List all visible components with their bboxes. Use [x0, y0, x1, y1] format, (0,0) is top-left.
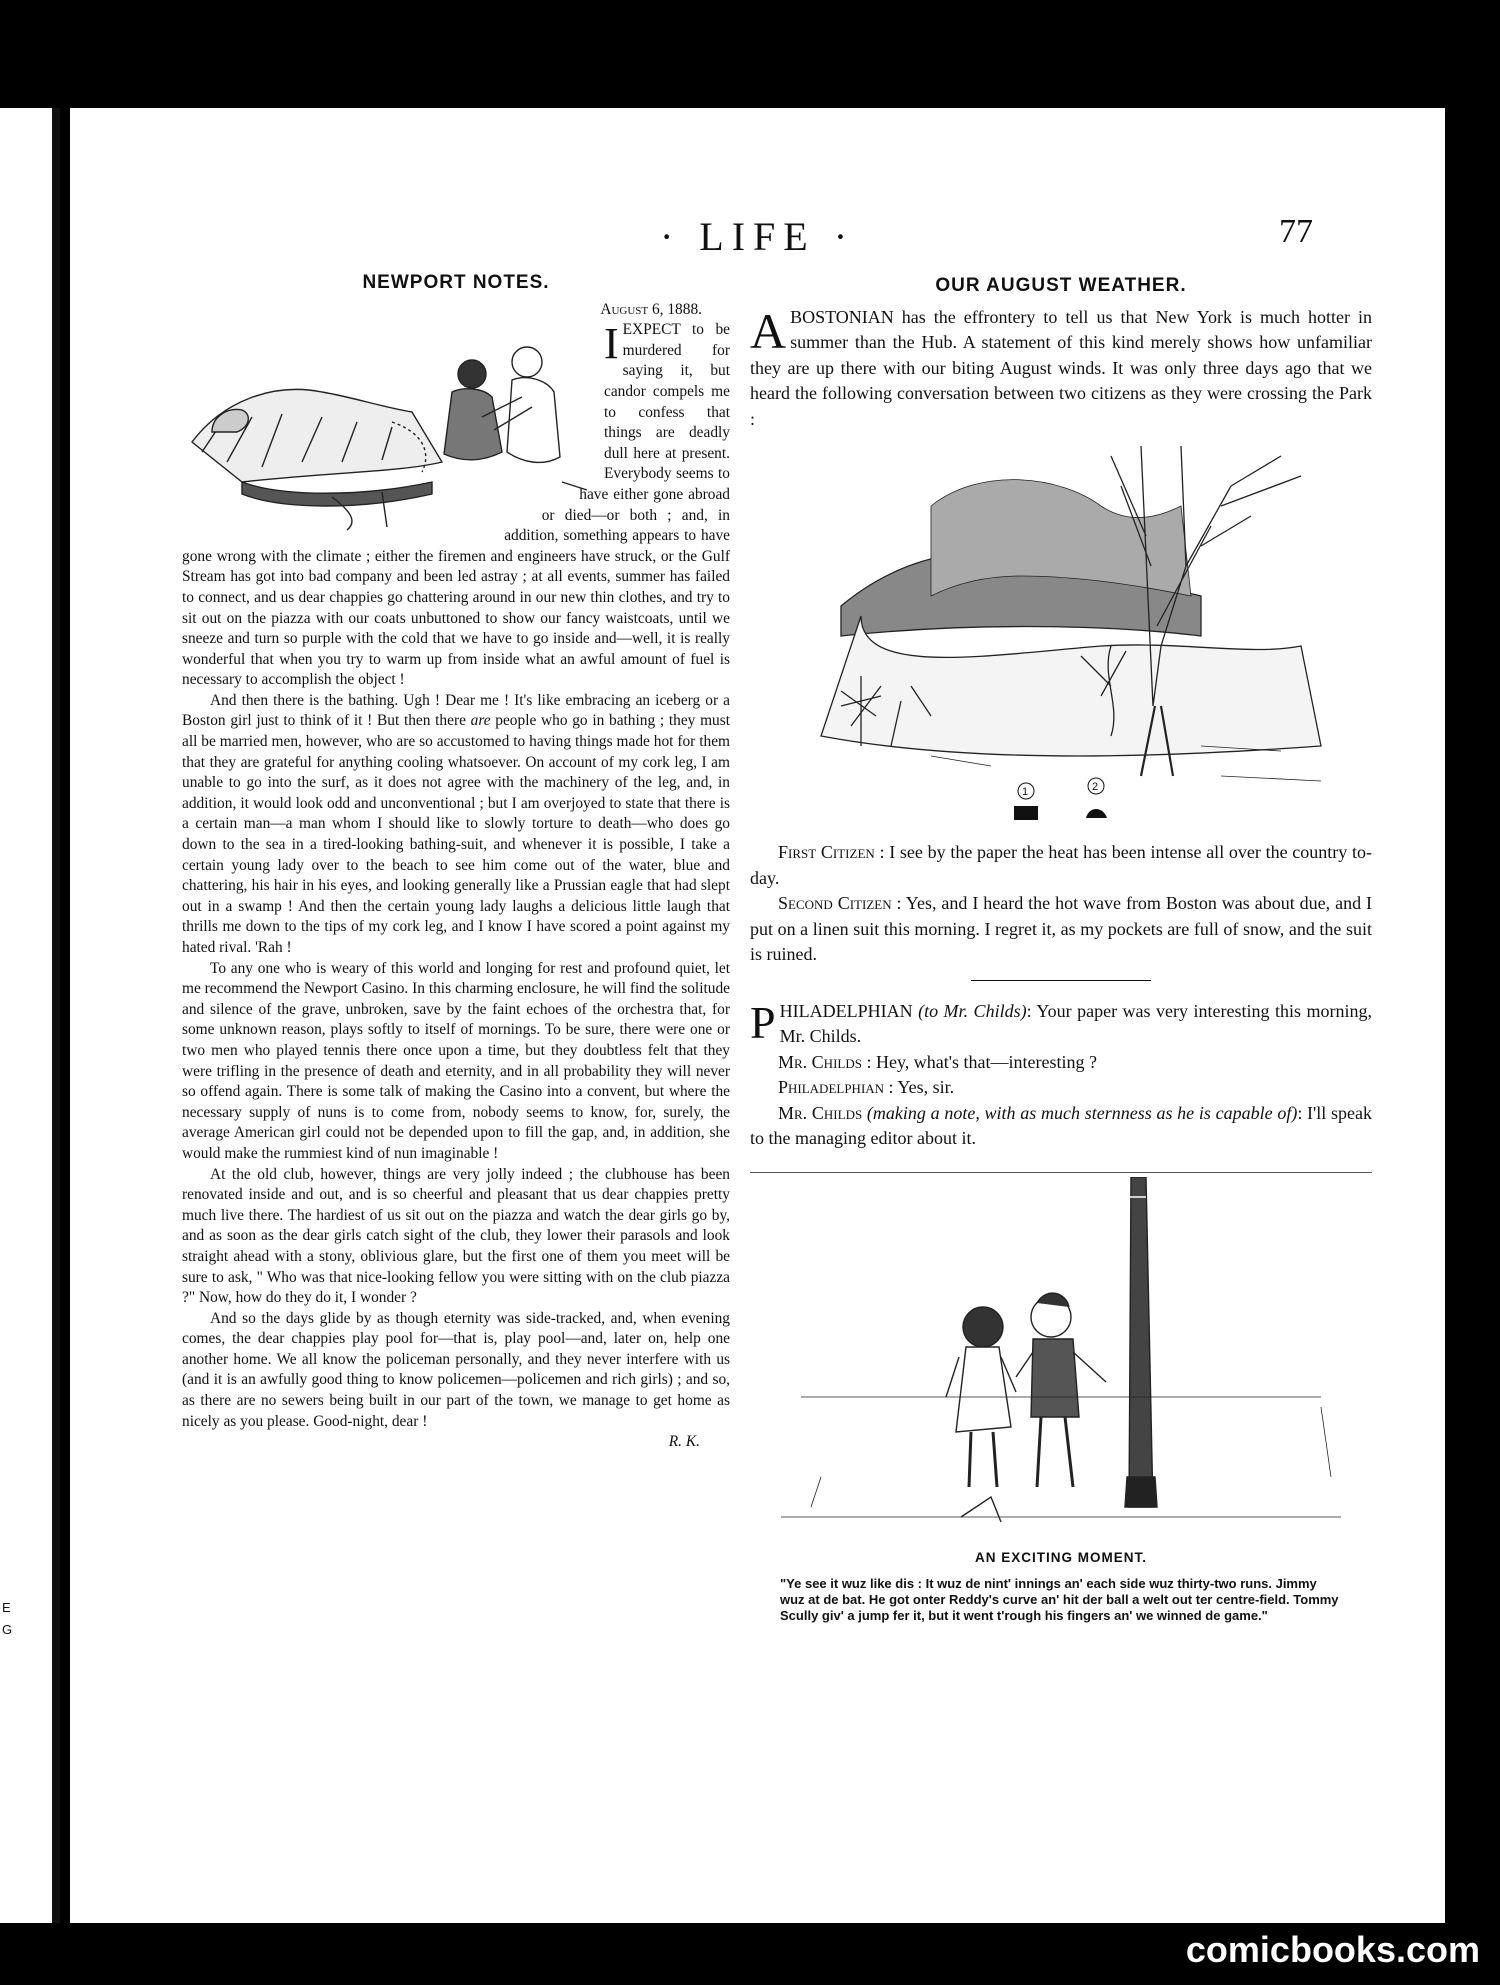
speaker-label: Second Citizen : — [778, 893, 902, 913]
paragraph — [182, 691, 730, 959]
speaker-label: Philadelphian : — [778, 1077, 894, 1097]
philadelphian-joke — [750, 996, 1372, 1050]
children-baseball-cartoon — [761, 1177, 1361, 1537]
facing-page-fragment: G — [2, 1622, 13, 1637]
paragraph: To any one who is weary of this world and longing for rest and profound quiet, let me recommend the Newport Casino. In this charming enclosure, he will find the solitude and silence of the grave, unbroken, save by the faint echoes of the orchestra that, for some unknown reason, plays softly to itself of mornings. To be sure, there were one or two men who played tennis there once upon a time, but they doubtless felt that they were trifling in the presence of death and eternity, and in all probability they will never so offend again. There is some talk of making the Casino into a convent, but where the necessary supply of nuns is to come from, nobody seems to know, for, surely, the average American girl could not be depended upon to fill the gap, and, in addition, she would make the rummiest kind of nun imaginable ! — [182, 959, 730, 1162]
article-headline: NEWPORT NOTES. — [362, 272, 550, 293]
figure-marker-1: 1 — [1022, 786, 1029, 798]
dialogue-text: Yes, and I heard the hot wave from Boston was about due, and I put on a linen suit this morning. I regret it, as my pockets are full of snow, and the suit is ruined. — [750, 893, 1372, 964]
snowy-park-illustration — [781, 446, 1341, 826]
paragraph: At the old club, however, things are very jolly indeed ; the clubhouse has been renovated inside and out, and is so cheerful and pleasant that us dear chappies pretty much live there. The hardiest of us sit out on the piazza and watch the dear girls go by, and as soon as the dear girls catch sight of the club, they lower their parasols and look straight ahead with a stony, oblivious glare, but the first one of them you meet will be sure to ask, " Who was that nice-looking fellow you were sitting with on the club piazza ?" Now, how do they do it, I wonder ? — [182, 1165, 730, 1307]
weather-intro — [750, 302, 1372, 433]
masthead: · LIFE · — [659, 214, 856, 259]
facing-page-edge — [0, 108, 60, 1923]
dialogue-line — [750, 891, 1372, 968]
dialogue-line — [750, 1101, 1372, 1152]
drop-cap: P — [750, 996, 776, 1048]
speaker-label: Mr. Childs : — [778, 1051, 872, 1072]
sleeping-man-illustration — [182, 322, 592, 532]
paragraph: And so the days glide by as though eternity was side-tracked, and, when evening comes, the dear chappies play pool for—that is, play pool—and, later on, help one another home. We all know the policeman personally, and they never interfere with us (and it is an awfully good thing to know policemen—policemen and rich girls) ; and so, as there are no sewers being built in our part of the town, we manage to get home as nicely as you please. Good-night, dear ! — [182, 1309, 730, 1430]
stage-direction: (to Mr. Childs) — [912, 1000, 1027, 1021]
watermark-credit: comicbooks.com — [1185, 1929, 1480, 1970]
drop-cap: A — [750, 302, 787, 359]
article-headline: OUR AUGUST WEATHER. — [935, 275, 1187, 296]
dialogue-text: Yes, sir. — [893, 1077, 955, 1097]
paragraph-text: BOSTONIAN has the effrontery to tell us that New York is much hotter in summer than the Hub. A statement of this kind merely shows how unfamiliar they are up there with our biting August winds. It was only three days ago that we heard the following conversation between two citizens as they were crossing the Park : — [750, 306, 1372, 429]
emphasis: are — [470, 712, 491, 730]
dialogue-text: : Your paper was very interesting this morning, Mr. Childs. — [779, 1000, 1372, 1046]
speaker-label: First Citizen : — [778, 842, 885, 862]
dialogue-text: I see by the paper the heat has been intense all over the country to-day. — [750, 842, 1372, 888]
divider-rule — [971, 980, 1151, 981]
cartoon-caption: "Ye see it wuz like dis : It wuz de nint' innings an' each side wuz thirty-two runs. Jimmy wuz at de bat. He got onter Reddy's curve an' hit der ball a welt out ter centre-field. Tommy Scully giv' a jump fer it, but it went t'rough his fingers an' we winned de game." — [780, 1576, 1339, 1623]
paragraph-text: people who go in bathing ; they must all be married men, however, who are so accustomed to having things made hot for them that they are grateful for anything cooling whatsoever. On account of my cork leg, I am unable to go into the surf, as it does not agree with the machinery of the leg, and, in addition, it would look odd and unconventional ; but I am overjoyed to state that there is a certain man—a man whom I should like to slowly torture to death—who does go down to the sea in a tired-looking bathing-suit, and whenever it is possible, I take a certain young lady over to the beach to see him come out of the water, blue and chattering, his hair in his eyes, and looking generally like a Prussian eagle that had slept out in a swamp ! And then the certain young lady laughs a delicious little laugh that thrills me down to the tips of my cork leg, and I know I have scored a point against my hated rival. 'Rah ! — [182, 712, 731, 956]
right-column — [750, 273, 1372, 1624]
dialogue-line — [750, 1050, 1372, 1076]
dialogue-line — [750, 1075, 1372, 1101]
dialogue-text: Hey, what's that—interesting ? — [871, 1051, 1097, 1072]
paragraph-text: And then there is the bathing. Ugh ! Dear me ! It's like embracing an iceberg or a Boston girl just to think of it ! But then there — [182, 691, 730, 730]
cartoon-title: AN EXCITING MOMENT. — [974, 1549, 1147, 1565]
dialogue-line — [750, 840, 1372, 891]
section-divider — [750, 1172, 1372, 1173]
paragraph: EXPECT to be murdered for saying it, but candor compels me to confess that things are deadly dull here at present. Everybody seems to have either gone abroad or died—or both ; and, in addition, something appears to have gone wrong with the climate ; either the firemen and engineers have struck, or the Gulf Stream has got into bad company and been led astray ; at all events, summer has failed to connect, and us dear chappies go chattering around in our new thin clothes, and try to sit out on the piazza with our coats unbuttoned to show our fancy waistcoats, until we sneeze and turn so purple with the cold that we have to go inside and—well, it is really wonderful that when you try to warm up from inside what an awful amount of fuel is necessary to accomplish the object ! — [182, 321, 730, 689]
dialogue-text: : I'll speak to the managing editor about it. — [750, 1102, 1372, 1148]
magazine-page — [70, 108, 1445, 1923]
speaker-label: Mr. Childs — [778, 1102, 863, 1123]
facing-page-fragment: E — [2, 1600, 11, 1615]
signature: R. K. — [668, 1433, 700, 1451]
newport-notes-article — [182, 273, 730, 1453]
speaker-label: HILADELPHIAN — [779, 1000, 913, 1021]
figure-marker-2: 2 — [1092, 781, 1099, 793]
page-number: 77 — [1279, 213, 1313, 250]
drop-cap: I — [604, 319, 619, 369]
binding-gutter — [52, 108, 60, 1923]
stage-direction: (making a note, with as much sternness as he is capable of) — [862, 1102, 1298, 1123]
article-date: August 6, 1888. — [600, 300, 702, 318]
